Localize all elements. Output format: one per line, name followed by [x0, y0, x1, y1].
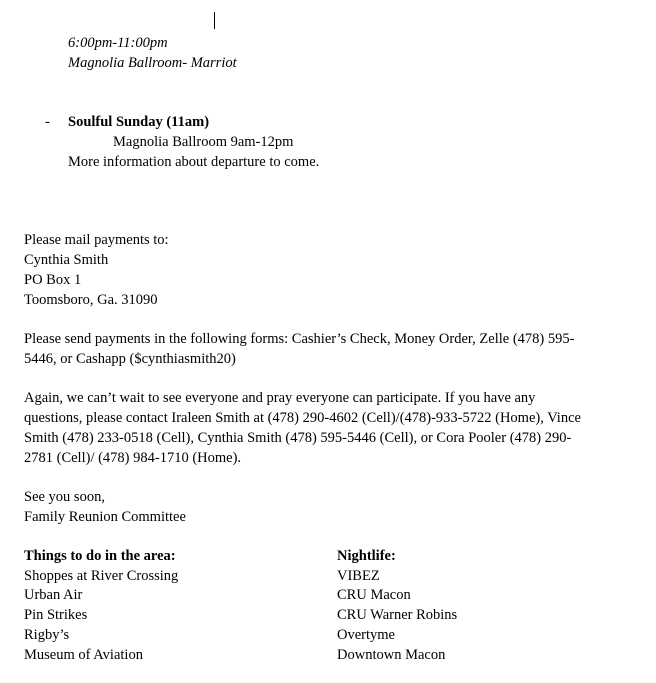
nightlife-item: Downtown Macon [337, 647, 446, 663]
things-item: Rigby’s [24, 627, 70, 643]
sunday-title: Soulful Sunday (11am) [68, 114, 210, 130]
contact-line-2: questions, please contact Iraleen Smith at (478) 290-4602 (Cell)/(478)-933-5722 (Home), Vince [24, 410, 581, 426]
nightlife-item: CRU Warner Robins [337, 607, 458, 623]
mail-heading: Please mail payments to: [24, 232, 169, 248]
nightlife-item: Overtyme [337, 627, 395, 643]
sunday-note: More information about departure to come. [68, 154, 320, 170]
things-heading: Things to do in the area: [24, 548, 176, 564]
contact-line-1: Again, we can’t wait to see everyone and pray everyone can participate. If you have any [24, 390, 536, 406]
closing-line-1: See you soon, [24, 489, 105, 505]
closing-line-2: Family Reunion Committee [24, 509, 186, 525]
things-item: Pin Strikes [24, 607, 88, 623]
payments-line-1: Please send payments in the following forms: Cashier’s Check, Money Order, Zelle (478) 595- [24, 331, 575, 347]
nightlife-item: VIBEZ [337, 568, 380, 584]
payments-line-2: 5446, or Cashapp ($cynthiasmith20) [24, 351, 236, 367]
mail-city: Toomsboro, Ga. 31090 [24, 292, 158, 308]
mail-name: Cynthia Smith [24, 252, 109, 268]
bullet-dash: - [45, 114, 50, 130]
mail-box: PO Box 1 [24, 272, 82, 288]
event-location: Magnolia Ballroom- Marriot [68, 55, 237, 71]
contact-line-3: Smith (478) 233-0518 (Cell), Cynthia Smith (478) 595-5446 (Cell), or Cora Pooler (478) 290- [24, 430, 572, 446]
nightlife-heading: Nightlife: [337, 548, 396, 564]
things-item: Shoppes at River Crossing [24, 568, 179, 584]
things-item: Museum of Aviation [24, 647, 143, 663]
sunday-location: Magnolia Ballroom 9am-12pm [113, 134, 294, 150]
nightlife-item: CRU Macon [337, 587, 411, 603]
text-cursor [214, 12, 215, 29]
contact-line-4: 2781 (Cell)/ (478) 984-1710 (Home). [24, 450, 242, 466]
event-time: 6:00pm-11:00pm [68, 35, 168, 51]
things-item: Urban Air [24, 587, 83, 603]
